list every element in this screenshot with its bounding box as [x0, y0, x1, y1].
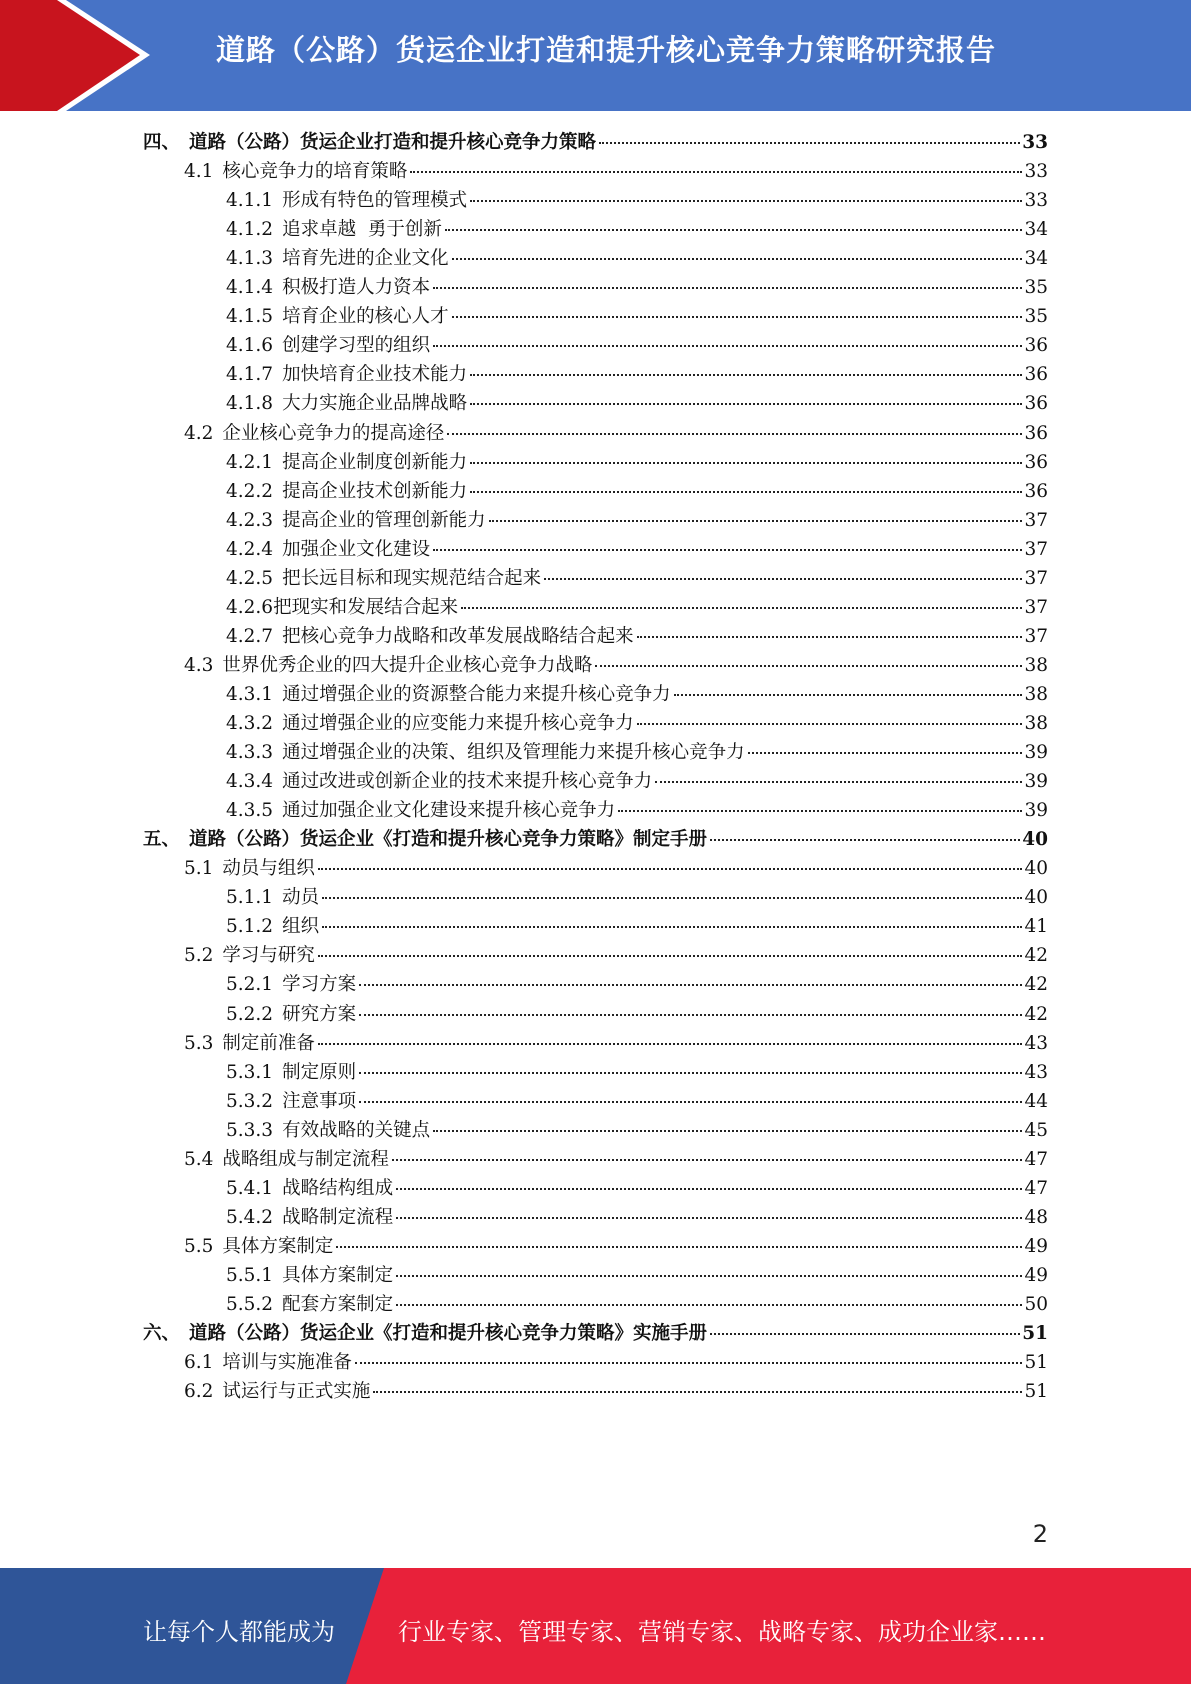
toc-entry-title: 战略组成与制定流程: [222, 1148, 389, 1170]
toc-entry-title: 试运行与正式实施: [222, 1381, 371, 1403]
toc-entry-title: 学习方案: [282, 974, 357, 996]
toc-dot-leader: [359, 1072, 1022, 1074]
toc-entry-number: 5.3.2: [226, 1090, 274, 1112]
toc-entry-number: 4.3.5: [226, 800, 274, 822]
toc-entry-title: 制定原则: [282, 1061, 357, 1083]
toc-entry-title: 把长远目标和现实规范结合起来: [282, 567, 542, 589]
toc-dot-leader: [410, 171, 1022, 173]
toc-dot-leader: [447, 433, 1022, 435]
toc-entry-page: 49: [1024, 1235, 1048, 1257]
toc-entry-number: 4.2.5: [226, 567, 274, 589]
toc-entry-number: 4.1.3: [226, 248, 274, 270]
toc-dot-leader: [595, 665, 1022, 667]
toc-entry-number: 5.2.2: [226, 1003, 274, 1025]
toc-entry-title: 动员与组织: [222, 858, 315, 880]
toc-entry[interactable]: [143, 824, 1048, 855]
toc-entry[interactable]: [226, 534, 1048, 565]
toc-entry[interactable]: [226, 1057, 1048, 1088]
toc-dot-leader: [710, 839, 1020, 841]
toc-entry-title: 具体方案制定: [222, 1235, 334, 1257]
toc-entry[interactable]: [226, 447, 1048, 478]
toc-entry-page: 38: [1024, 654, 1048, 676]
toc-entry-page: 42: [1024, 945, 1048, 967]
toc-entry[interactable]: [226, 1115, 1048, 1146]
document-title: 道路（公路）货运企业打造和提升核心竞争力策略研究报告: [216, 33, 997, 67]
toc-entry-title: 世界优秀企业的四大提升企业核心竞争力战略: [222, 654, 593, 676]
toc-entry-page: 35: [1024, 306, 1048, 328]
toc-dot-leader: [470, 462, 1022, 464]
toc-dot-leader: [470, 374, 1022, 376]
toc-entry-number: 4.1.2: [226, 219, 274, 241]
toc-entry-title: 道路（公路）货运企业打造和提升核心竞争力策略: [189, 132, 597, 153]
toc-dot-leader: [322, 926, 1022, 928]
toc-entry-page: 36: [1024, 335, 1048, 357]
toc-entry[interactable]: [184, 1028, 1048, 1059]
toc-entry-title: 提高企业技术创新能力: [282, 480, 468, 502]
toc-dot-leader: [373, 1391, 1022, 1393]
toc-entry-number: 4.2.6: [226, 596, 274, 618]
toc-entry-page: 51: [1024, 1352, 1048, 1374]
toc-entry-number: 4.2.4: [226, 538, 274, 560]
toc-entry-page: 33: [1024, 161, 1048, 183]
toc-entry-number: 4.1.5: [226, 306, 274, 328]
toc-dot-leader: [674, 694, 1023, 696]
toc-entry[interactable]: [184, 156, 1048, 187]
toc-dot-leader: [318, 1043, 1023, 1045]
toc-dot-leader: [452, 316, 1023, 318]
toc-entry-title: 加快培育企业技术能力: [282, 364, 468, 386]
toc-dot-leader: [470, 200, 1022, 202]
toc-entry-title: 提高企业制度创新能力: [282, 451, 468, 473]
toc-entry-title: 研究方案: [282, 1003, 357, 1025]
toc-entry[interactable]: [226, 969, 1048, 1000]
toc-entry[interactable]: [226, 359, 1048, 390]
toc-dot-leader: [359, 1101, 1022, 1103]
toc-entry-number: 5.1.1: [226, 887, 274, 909]
toc-entry[interactable]: [143, 1318, 1048, 1349]
toc-entry[interactable]: [226, 708, 1048, 739]
toc-entry-page: 40: [1024, 887, 1048, 909]
toc-dot-leader: [544, 578, 1022, 580]
toc-entry-title: 道路（公路）货运企业《打造和提升核心竞争力策略》实施手册: [189, 1323, 708, 1345]
toc-entry-page: 34: [1024, 248, 1048, 270]
toc-entry[interactable]: [226, 621, 1048, 652]
toc-entry[interactable]: [184, 853, 1048, 884]
toc-entry[interactable]: [226, 1173, 1048, 1204]
toc-entry-number: 5.5: [184, 1235, 214, 1257]
toc-entry-page: 48: [1024, 1206, 1048, 1228]
toc-entry-number: 5.5.2: [226, 1294, 274, 1315]
toc-dot-leader: [396, 1188, 1022, 1190]
toc-entry[interactable]: [226, 795, 1048, 826]
toc-entry[interactable]: [226, 185, 1048, 216]
toc-entry-page: 35: [1024, 277, 1048, 299]
toc-entry-number: 4.1.8: [226, 393, 274, 415]
toc-dot-leader: [359, 1014, 1022, 1016]
toc-entry-page: 39: [1024, 771, 1048, 793]
page-number: 2: [1032, 1520, 1048, 1548]
toc-entry[interactable]: [226, 679, 1048, 710]
toc-entry-title: 学习与研究: [222, 945, 315, 967]
toc-dot-leader: [461, 607, 1022, 609]
toc-entry-number: 4.2: [184, 422, 214, 444]
toc-entry-number: 5.3: [184, 1032, 214, 1054]
toc-entry-title: 制定前准备: [222, 1032, 315, 1054]
toc-entry-number: 4.3.2: [226, 713, 274, 734]
toc-entry-page: 40: [1022, 829, 1048, 851]
toc-entry-number: 五、: [143, 829, 181, 851]
toc-dot-leader: [470, 491, 1022, 493]
toc-dot-leader: [452, 258, 1023, 260]
toc-dot-leader: [445, 229, 1023, 231]
toc-entry-number: 4.2.1: [226, 451, 274, 473]
toc-entry[interactable]: [226, 766, 1048, 797]
toc-dot-leader: [322, 897, 1022, 899]
toc-entry[interactable]: [226, 272, 1048, 303]
toc-entry[interactable]: [226, 388, 1048, 419]
toc-dot-leader: [433, 1130, 1022, 1132]
toc-entry-title: 培育先进的企业文化: [282, 248, 449, 270]
toc-dot-leader: [318, 868, 1023, 870]
toc-entry-page: 49: [1024, 1264, 1048, 1286]
toc-entry-page: 37: [1024, 538, 1048, 560]
toc-entry-title: 通过增强企业的应变能力来提升核心竞争力: [282, 713, 634, 734]
toc-entry-number: 4.3.4: [226, 771, 274, 793]
toc-entry-number: 四、: [143, 132, 181, 153]
toc-dot-leader: [396, 1304, 1022, 1306]
toc-entry[interactable]: [184, 418, 1048, 449]
toc-entry[interactable]: [226, 592, 1048, 623]
toc-entry[interactable]: [226, 243, 1048, 274]
toc-entry-title: 战略制定流程: [282, 1206, 394, 1228]
toc-entry-page: 36: [1024, 364, 1048, 386]
toc-entry-number: 4.2.2: [226, 480, 274, 502]
toc-entry-title: 配套方案制定: [282, 1294, 394, 1315]
toc-entry-title: 大力实施企业品牌战略: [282, 393, 468, 415]
toc-entry[interactable]: [226, 1260, 1048, 1291]
toc-entry-page: 51: [1022, 1323, 1048, 1345]
toc-entry-number: 5.3.3: [226, 1119, 274, 1141]
toc-entry-page: 47: [1024, 1148, 1048, 1170]
toc-entry-number: 5.1.2: [226, 916, 274, 938]
toc-entry-title: 企业核心竞争力的提高途径: [222, 422, 445, 444]
toc-dot-leader: [637, 636, 1023, 638]
toc-dot-leader: [599, 142, 1020, 144]
toc-dot-leader: [318, 955, 1023, 957]
toc-entry[interactable]: [226, 476, 1048, 507]
toc-entry-number: 4.3: [184, 654, 214, 676]
toc-entry-number: 5.1: [184, 858, 214, 880]
toc-entry-title: 把现实和发展结合起来: [273, 596, 459, 618]
toc-entry-number: 5.3.1: [226, 1061, 274, 1083]
toc-dot-leader: [359, 984, 1022, 986]
toc-entry-page: 36: [1024, 422, 1048, 444]
toc-entry-page: 37: [1024, 625, 1048, 647]
toc-dot-leader: [433, 549, 1022, 551]
toc-dot-leader: [710, 1333, 1020, 1335]
toc-entry-number: 5.5.1: [226, 1264, 274, 1286]
toc-entry-page: 42: [1024, 974, 1048, 996]
toc-entry[interactable]: [226, 999, 1048, 1030]
toc-entry-page: 40: [1024, 858, 1048, 880]
toc-entry-number: 4.2.3: [226, 509, 274, 531]
toc-entry-page: 43: [1024, 1061, 1048, 1083]
toc-entry-page: 36: [1024, 451, 1048, 473]
toc-entry-page: 37: [1024, 596, 1048, 618]
toc-entry[interactable]: [226, 911, 1048, 942]
toc-entry[interactable]: [226, 737, 1048, 768]
toc-entry-title: 组织: [282, 916, 320, 938]
toc-entry-number: 4.2.7: [226, 625, 274, 647]
toc-dot-leader: [470, 403, 1022, 405]
toc-entry[interactable]: [226, 1202, 1048, 1233]
toc-dot-leader: [396, 1217, 1022, 1219]
toc-entry[interactable]: [184, 650, 1048, 681]
toc-entry-title: 积极打造人力资本: [282, 277, 431, 299]
toc-entry[interactable]: [184, 940, 1048, 971]
toc-dot-leader: [489, 520, 1023, 522]
toc-entry[interactable]: [184, 1376, 1048, 1407]
toc-entry-title: 有效战略的关键点: [282, 1119, 431, 1141]
toc-entry-title: 通过改进或创新企业的技术来提升核心竞争力: [282, 771, 653, 793]
toc-entry-title: 道路（公路）货运企业《打造和提升核心竞争力策略》制定手册: [189, 829, 708, 851]
toc-entry[interactable]: [184, 1231, 1048, 1262]
toc-dot-leader: [433, 345, 1022, 347]
toc-entry-number: 5.4: [184, 1148, 214, 1170]
toc-entry-title: 加强企业文化建设: [282, 538, 431, 560]
toc-entry-page: 42: [1024, 1003, 1048, 1025]
toc-entry[interactable]: [226, 214, 1048, 245]
toc-entry[interactable]: [226, 1289, 1048, 1320]
toc-entry-page: 44: [1024, 1090, 1048, 1112]
toc-entry-title: 培育企业的核心人才: [282, 306, 449, 328]
toc-entry-page: 34: [1024, 219, 1048, 241]
toc-entry-page: 50: [1024, 1294, 1048, 1315]
toc-entry-number: 4.1.7: [226, 364, 274, 386]
toc-entry[interactable]: [226, 505, 1048, 536]
toc-entry-page: 37: [1024, 509, 1048, 531]
toc-dot-leader: [355, 1362, 1023, 1364]
toc-entry-page: 33: [1022, 132, 1048, 153]
toc-entry-title: 提高企业的管理创新能力: [282, 509, 486, 531]
toc-entry-title: 动员: [282, 887, 320, 909]
toc-dot-leader: [396, 1275, 1022, 1277]
toc-entry-page: 39: [1024, 742, 1048, 764]
toc-entry-title: 具体方案制定: [282, 1264, 394, 1286]
toc-dot-leader: [433, 287, 1022, 289]
toc-entry-number: 4.1.4: [226, 277, 274, 299]
toc-entry[interactable]: [184, 1347, 1048, 1378]
toc-entry-title: 核心竞争力的培育策略: [222, 161, 408, 183]
toc-entry-number: 5.2: [184, 945, 214, 967]
toc-entry-page: 36: [1024, 393, 1048, 415]
toc-entry[interactable]: [184, 1144, 1048, 1175]
toc-dot-leader: [655, 781, 1022, 783]
toc-entry-number: 4.1.6: [226, 335, 274, 357]
toc-entry-page: 38: [1024, 683, 1048, 705]
toc-entry-number: 4.3.1: [226, 683, 274, 705]
toc-entry[interactable]: [226, 301, 1048, 332]
toc-entry-page: 51: [1024, 1381, 1048, 1403]
toc-entry-title: 形成有特色的管理模式: [282, 190, 468, 212]
toc-dot-leader: [392, 1159, 1023, 1161]
toc-dot-leader: [637, 723, 1023, 725]
toc-entry-page: 38: [1024, 713, 1048, 734]
toc-entry-number: 5.4.2: [226, 1206, 274, 1228]
toc-entry[interactable]: [226, 330, 1048, 361]
toc-entry-title: 创建学习型的组织: [282, 335, 431, 357]
toc-entry-page: 37: [1024, 567, 1048, 589]
toc-entry-number: 4.1: [184, 161, 214, 183]
toc-entry-number: 6.1: [184, 1352, 214, 1374]
toc-entry[interactable]: [226, 563, 1048, 594]
toc-dot-leader: [336, 1246, 1022, 1248]
toc-entry-title: 注意事项: [282, 1090, 357, 1112]
page-header-banner: [0, 0, 1191, 111]
toc-entry-number: 4.1.1: [226, 190, 274, 212]
toc-entry-number: 5.4.1: [226, 1177, 274, 1199]
toc-entry[interactable]: [143, 127, 1048, 158]
toc-entry-title: 通过增强企业的资源整合能力来提升核心竞争力: [282, 683, 671, 705]
toc-entry-page: 41: [1024, 916, 1048, 938]
toc-entry[interactable]: [226, 882, 1048, 913]
toc-dot-leader: [748, 752, 1023, 754]
footer-slogan-right: 行业专家、管理专家、营销专家、战略专家、成功企业家……: [398, 1618, 1046, 1646]
toc-entry-number: 4.3.3: [226, 742, 274, 764]
toc-entry-page: 45: [1024, 1119, 1048, 1141]
toc-entry-number: 六、: [143, 1323, 181, 1345]
toc-entry[interactable]: [226, 1086, 1048, 1117]
toc-entry-title: 战略结构组成: [282, 1177, 394, 1199]
toc-entry-page: 33: [1024, 190, 1048, 212]
footer-slogan-left: 让每个人都能成为: [143, 1618, 335, 1646]
toc-entry-number: 5.2.1: [226, 974, 274, 996]
toc-entry-title: 把核心竞争力战略和改革发展战略结合起来: [282, 625, 634, 647]
toc-dot-leader: [618, 810, 1022, 812]
toc-entry-page: 36: [1024, 480, 1048, 502]
toc-entry-page: 39: [1024, 800, 1048, 822]
toc-entry-title: 通过增强企业的决策、组织及管理能力来提升核心竞争力: [282, 742, 745, 764]
toc-entry-title: 通过加强企业文化建设来提升核心竞争力: [282, 800, 616, 822]
page-footer-banner: [0, 1568, 1191, 1684]
toc-entry-number: 6.2: [184, 1381, 214, 1403]
toc-entry-page: 47: [1024, 1177, 1048, 1199]
toc-entry-title: 追求卓越 勇于创新: [282, 219, 442, 241]
toc-entry-title: 培训与实施准备: [222, 1352, 352, 1374]
toc-entry-page: 43: [1024, 1032, 1048, 1054]
